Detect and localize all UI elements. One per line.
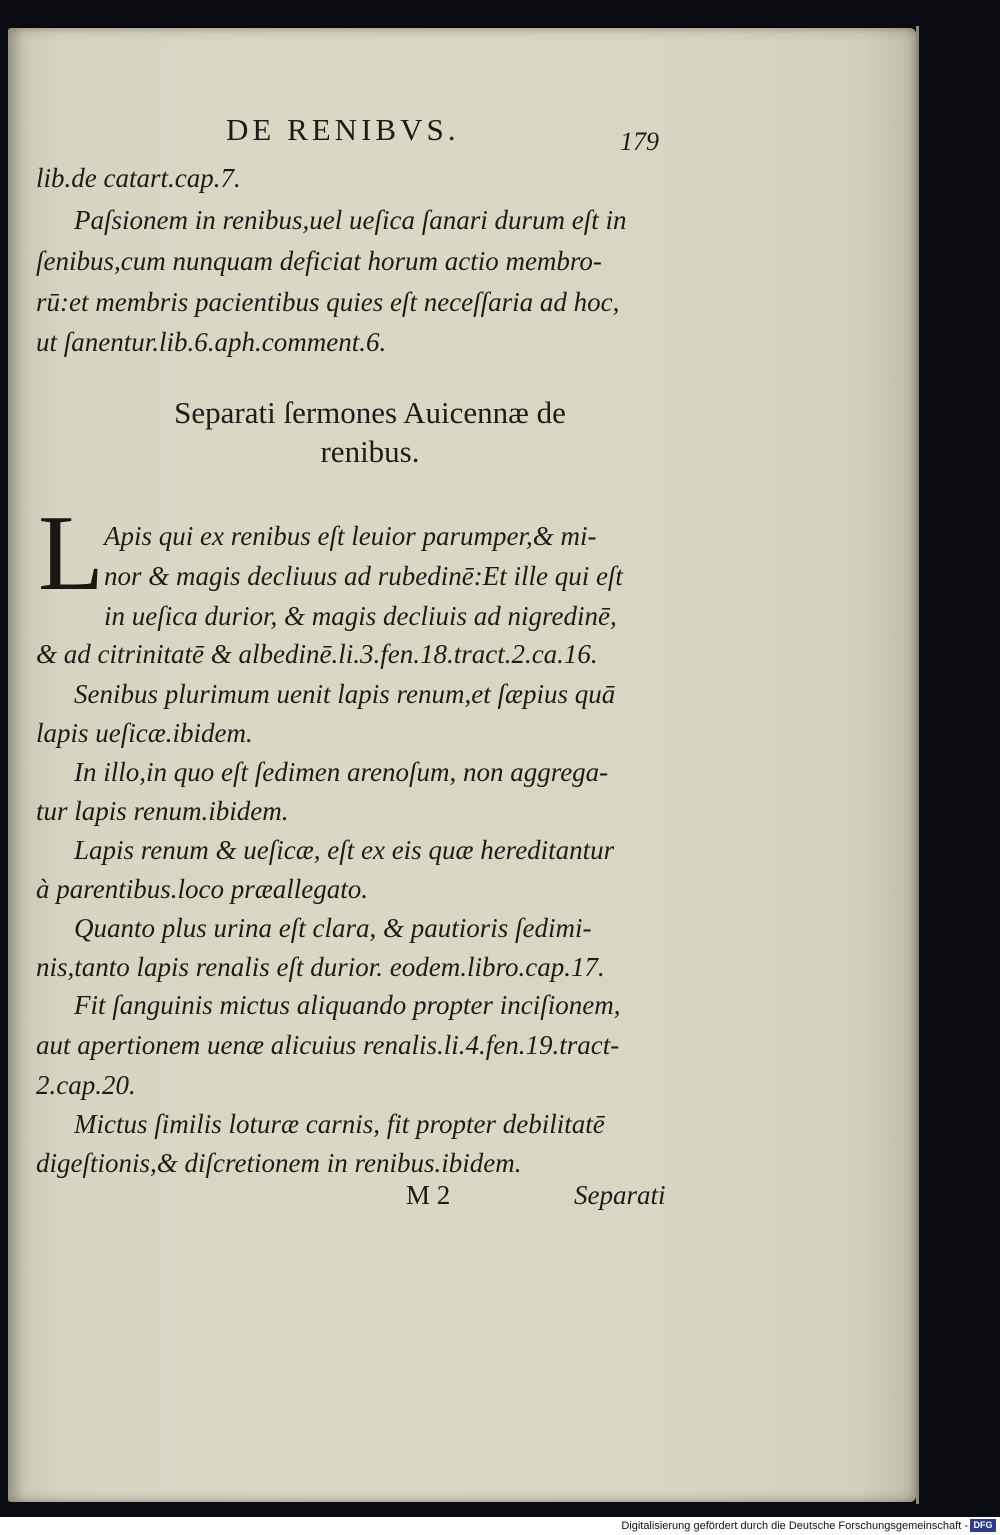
text-line: Paſsionem in renibus,uel ueſica ſanari durum eſt in	[74, 205, 627, 235]
text-line: lapis ueſicæ.ibidem.	[36, 718, 253, 748]
text-line: Mictus ſimilis loturæ carnis, fit propter debilitatē	[74, 1109, 605, 1139]
text-line: rū:et membris pacientibus quies eſt neceſſaria ad hoc,	[36, 287, 620, 317]
text-line: In illo,in quo eſt ſedimen arenoſum, non aggrega-	[74, 757, 609, 787]
text-line: Senibus plurimum uenit lapis renum,et ſæpius quā	[74, 679, 616, 709]
text-line: Lapis renum & ueſicæ, eſt ex eis quæ hereditantur	[74, 835, 615, 865]
text-line: & ad citrinitatē & albedinē.li.3.fen.18.tract.2.ca.16.	[36, 639, 598, 669]
text-line: Quanto plus urina eſt clara, & pautioris ſedimi-	[74, 913, 592, 943]
digitization-credit: Digitalisierung gefördert durch die Deutsche Forschungsgemeinschaft -	[621, 1520, 968, 1532]
text-line: nor & magis decliuus ad rubedinē:Et ille qui eſt	[104, 561, 623, 591]
text-line: digeſtionis,& diſcretionem in renibus.ibidem.	[36, 1148, 522, 1178]
text-line: Fit ſanguinis mictus aliquando propter inciſionem,	[74, 990, 621, 1020]
dfg-logo: DFG	[970, 1519, 996, 1532]
text-line: tur lapis renum.ibidem.	[36, 796, 289, 826]
section-heading: Separati ſermones Auicennæ de	[174, 395, 566, 430]
text-line: lib.de catart.cap.7.	[36, 163, 241, 193]
text-line: à parentibus.loco præallegato.	[36, 874, 368, 904]
text-line: ſenibus,cum nunquam deficiat horum actio membro-	[36, 246, 602, 276]
text-line: aut apertionem uenæ alicuius renalis.li.4.fen.19.tract-	[36, 1030, 620, 1060]
drop-cap: L	[38, 494, 104, 613]
section-heading-continued: renibus.	[320, 434, 420, 469]
text-line: nis,tanto lapis renalis eſt durior. eodem.libro.cap.17.	[36, 952, 605, 982]
text-line: Apis qui ex renibus eſt leuior parumper,& mi-	[104, 521, 597, 551]
signature-mark: M 2	[406, 1180, 451, 1210]
text-line: in ueſica durior, & magis decliuis ad nigredinē,	[104, 601, 617, 631]
catchword: Separati	[574, 1180, 666, 1210]
text-line: 2.cap.20.	[36, 1070, 136, 1100]
text-line: ut ſanentur.lib.6.aph.comment.6.	[36, 327, 387, 357]
page-number: 179	[620, 127, 659, 156]
page-edge	[916, 26, 919, 1504]
running-title: DE RENIBVS.	[226, 112, 460, 147]
